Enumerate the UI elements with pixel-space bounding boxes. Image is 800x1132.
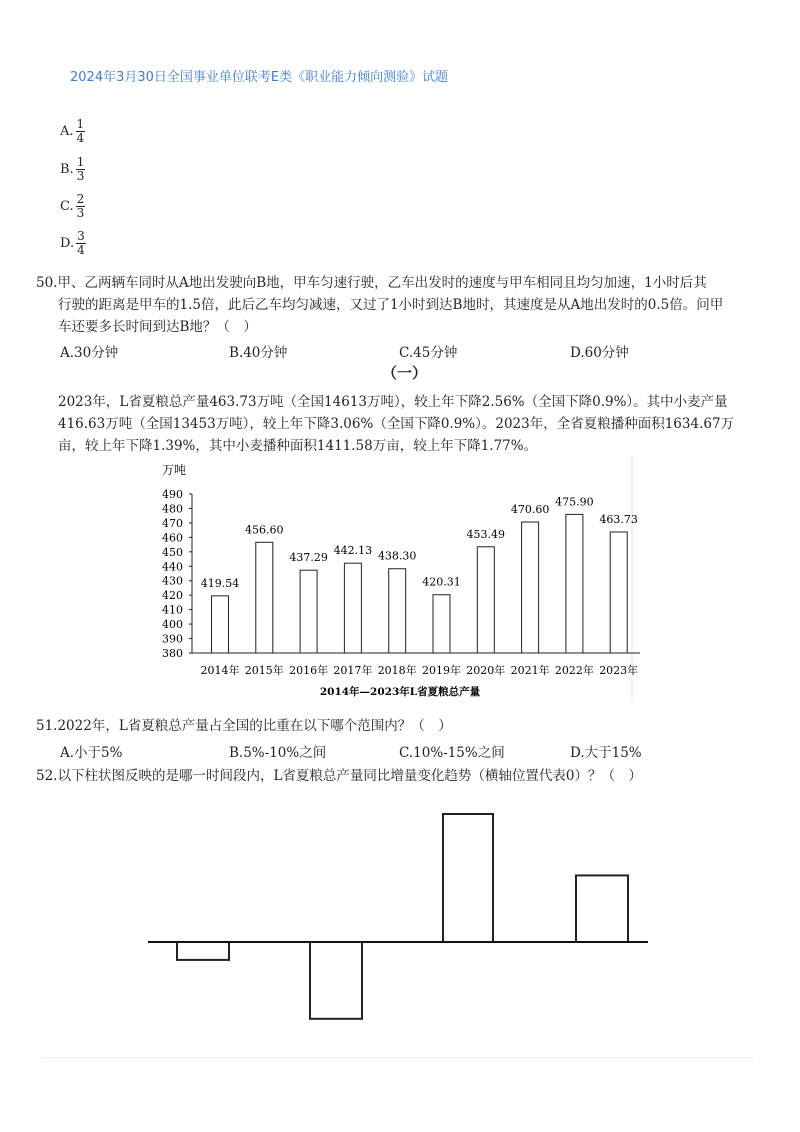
material-line3: 亩，较上年下降1.39%，其中小麦播种面积1411.58万亩，较上年下降1.77%。 xyxy=(58,438,538,454)
x-tick-label: 2020年 xyxy=(466,664,506,677)
q52-stem: 52.以下柱状图反映的是哪一时间段内，L省夏粮总产量同比增量变化趋势（横轴位置代表0）？（ ） xyxy=(36,768,643,784)
trend-bar xyxy=(310,942,362,1019)
x-tick-label: 2015年 xyxy=(244,664,284,677)
bar-value-label: 438.30 xyxy=(377,549,417,563)
x-tick-label: 2019年 xyxy=(422,664,461,677)
document-title-link[interactable]: 2024年3月30日全国事业单位联考E类《职业能力倾向测验》试题 xyxy=(70,70,449,85)
q50-option-a: A.30分钟 xyxy=(60,345,119,361)
bar-value-label: 453.49 xyxy=(466,527,506,541)
q51-option-d: D.大于15% xyxy=(570,745,642,761)
q50-stem-line3: 车还要多长时间到达B地？（ ） xyxy=(58,319,257,335)
y-tick-label: 380 xyxy=(162,647,183,660)
bar-value-label: 463.73 xyxy=(599,512,638,526)
q50-stem-line2: 行驶的距离是甲车的1.5倍，此后乙车均匀减速，又过了1小时到达B地时，其速度是从A地出发时的0.5倍。问甲 xyxy=(58,297,724,313)
q50-option-b: B.40分钟 xyxy=(229,345,288,361)
x-tick-label: 2023年 xyxy=(599,664,639,677)
option-letter: D. xyxy=(60,236,75,251)
q51-option-c: C.10%-15%之间 xyxy=(399,745,505,761)
bar xyxy=(300,570,317,653)
option-letter: C. xyxy=(60,199,74,214)
option-letter: A. xyxy=(60,124,74,139)
q51-stem: 51.2022年，L省夏粮总产量占全国的比重在以下哪个范围内？（ ） xyxy=(36,718,452,734)
chart-title: 2014年—2023年L省夏粮总产量 xyxy=(319,686,481,698)
divider xyxy=(42,1057,754,1058)
bar-value-label: 437.29 xyxy=(289,551,328,565)
bar-value-label: 470.60 xyxy=(510,503,550,517)
y-tick-label: 470 xyxy=(162,516,183,530)
bar-value-label: 420.31 xyxy=(422,575,461,589)
q50-option-c: C.45分钟 xyxy=(399,345,458,361)
y-tick-label: 480 xyxy=(162,502,183,516)
numerator: 3 xyxy=(77,229,85,243)
q51-option-a: A.小于5% xyxy=(60,745,123,761)
numerator: 1 xyxy=(76,155,85,169)
bar xyxy=(433,595,450,653)
y-tick-label: 410 xyxy=(162,603,183,617)
bar-value-label: 456.60 xyxy=(245,523,284,537)
y-tick-label: 440 xyxy=(162,560,183,574)
bar xyxy=(566,514,583,653)
y-tick-label: 460 xyxy=(162,531,183,545)
trend-bar xyxy=(177,942,229,960)
y-tick-label: 430 xyxy=(162,574,183,588)
y-tick-label: 490 xyxy=(162,488,183,501)
section-title: （一） xyxy=(382,364,428,382)
bar-value-label: 419.54 xyxy=(200,576,240,590)
y-tick-label: 400 xyxy=(162,618,183,632)
bar-value-label: 475.90 xyxy=(555,495,594,509)
x-tick-label: 2017年 xyxy=(333,664,373,677)
y-axis-unit: 万吨 xyxy=(162,463,187,477)
numerator: 1 xyxy=(76,117,85,131)
q50-stem-line1: 50.甲、乙两辆车同时从A地出发驶向B地，甲车匀速行驶，乙车出发时的速度与甲车相同且均匀加速，1小时后其 xyxy=(36,275,707,291)
bar xyxy=(610,532,627,653)
x-tick-label: 2022年 xyxy=(554,664,594,677)
denominator: 4 xyxy=(77,243,85,257)
material-line1: 2023年，L省夏粮总产量463.73万吨（全国14613万吨），较上年下降2.56%（全国下降0.9%）。其中小麦产量 xyxy=(58,394,728,410)
material-line2: 416.63万吨（全国13453万吨），较上年下降3.06%（全国下降0.9%）。2023年，全省夏粮播种面积1634.67万 xyxy=(58,416,735,432)
y-tick-label: 420 xyxy=(162,589,183,603)
trend-bar xyxy=(576,875,628,942)
bar xyxy=(344,563,361,653)
x-tick-label: 2018年 xyxy=(377,664,417,677)
x-tick-label: 2014年 xyxy=(200,664,240,677)
denominator: 3 xyxy=(76,206,85,220)
q51-option-b: B.5%-10%之间 xyxy=(229,745,327,761)
bar xyxy=(256,542,273,653)
bar xyxy=(522,522,539,653)
bar-value-label: 442.13 xyxy=(333,544,373,558)
q50-option-d: D.60分钟 xyxy=(570,345,629,361)
bar xyxy=(477,547,494,653)
bar xyxy=(212,596,229,653)
y-tick-label: 390 xyxy=(162,632,183,646)
denominator: 3 xyxy=(76,169,85,183)
option-letter: B. xyxy=(60,162,74,177)
denominator: 4 xyxy=(76,131,85,145)
bar xyxy=(389,569,406,653)
x-tick-label: 2021年 xyxy=(510,664,550,677)
x-tick-label: 2016年 xyxy=(289,664,329,677)
y-tick-label: 450 xyxy=(162,545,183,559)
numerator: 2 xyxy=(76,192,85,206)
trend-bar xyxy=(443,814,493,942)
